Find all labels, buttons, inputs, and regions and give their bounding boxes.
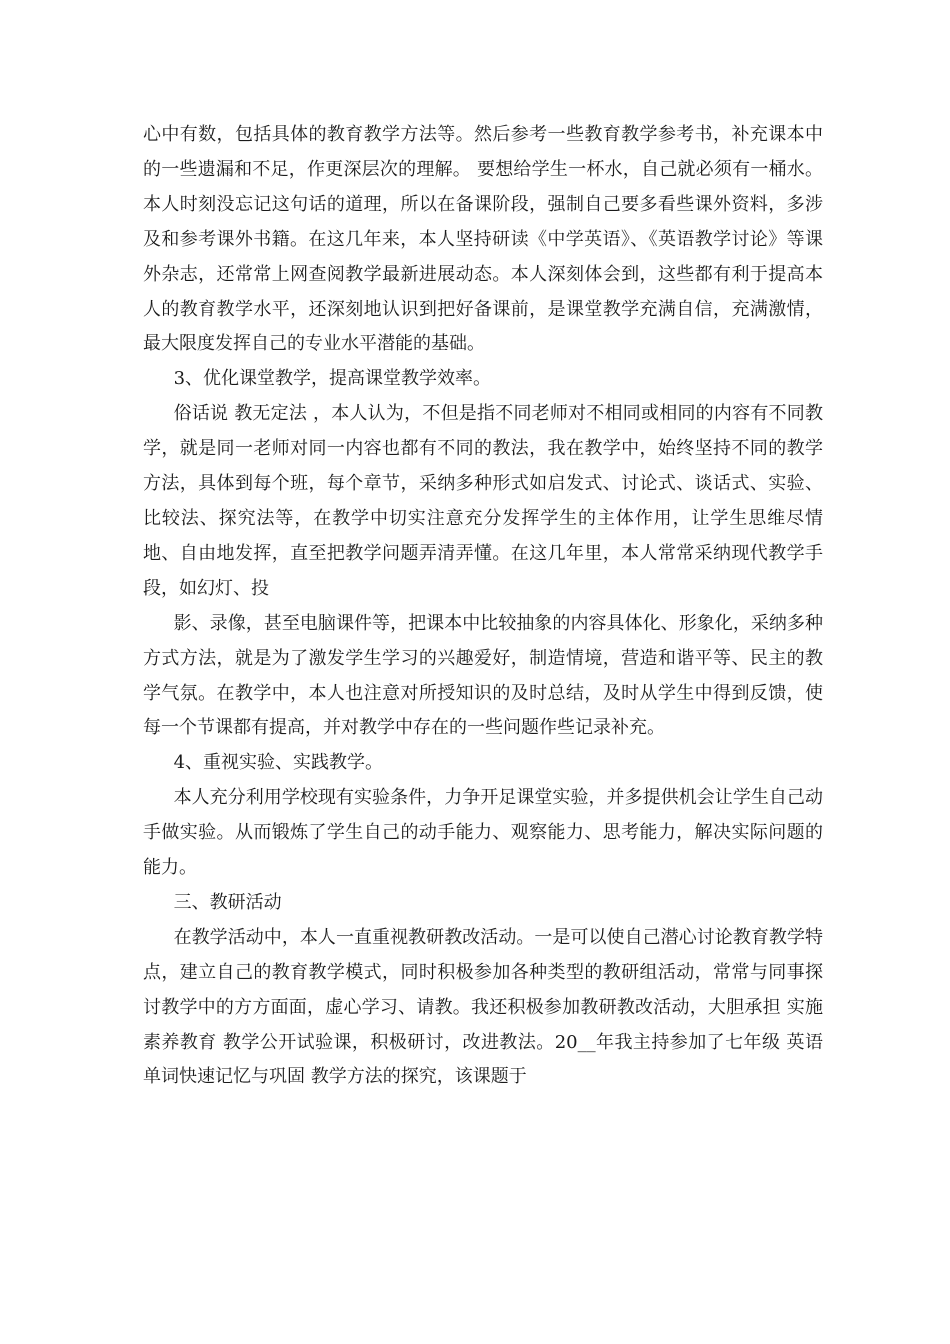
section-heading-experiment-teaching: 4、重视实验、实践教学。 — [173, 752, 384, 774]
paragraph-experiments: 本人充分利用学校现有实验条件，力争开足课堂实验，并多提供机会让学生自己动手做实验。从而锻炼了学生自己的动手能力、观察能力、思考能力，解决实际问题的能力。 — [143, 787, 823, 879]
document-body — [143, 118, 823, 1095]
paragraph-research-activities: 在教学活动中，本人一直重视教研教改活动。一是可以使自己潜心讨论教育教学特点，建立自己的教育教学模式，同时积极参加各种类型的教研组活动，常常与同事探讨教学中的方方面面，虚心学习、请教。我还积极参加教研教改活动，大胆承担 实施素养教育 教学公开试验课，积极研讨，改进教法。20__年我主持参加了七年级 英语单词快速记忆与巩固 教学方法的探究，该课题于 — [143, 926, 823, 1088]
paragraph-teaching-methods: 俗话说 教无定法 ，本人认为，不但是指不同老师对不相同或相同的内容有不同教学，就是同一老师对同一内容也都有不同的教法，我在教学中，始终坚持不同的教学方法，具体到每个班，每个章节，采纳多种形式如启发式、讨论式、谈话式、实验、比较法、探究法等，在教学中切实注意充分发挥学生的主体作用，让学生思维尽情地、自由地发挥，直至把教学问题弄清弄懂。在这几年里，本人常常采纳现代教学手段，如幻灯、投 — [143, 403, 823, 599]
paragraph-lesson-preparation: 心中有数，包括具体的教育教学方法等。然后参考一些教育教学参考书，补充课本中的一些遗漏和不足，作更深层次的理解。 要想给学生一杯水，自己就必须有一桶水。 本人时刻没忘记这句话的道理，所以在备课阶段，强制自己要多看些课外资料，多涉及和参考课外书籍。在这几年来，本人坚持研读《中学英语》、《英语教学讨论》等课外杂志，还常常上网查阅教学最新进展动态。本人深刻体会到，这些都有利于提高本人的教育教学水平，还深刻地认识到把好备课前，是课堂教学充满自信，充满激情，最大限度发挥自己的专业水平潜能的基础。 — [143, 124, 823, 355]
section-heading-research-activities: 三、教研活动 — [173, 891, 282, 913]
section-heading-optimize-teaching: 3、优化课堂教学，提高课堂教学效率。 — [173, 368, 492, 390]
paragraph-multimedia-teaching: 影、录像，甚至电脑课件等，把课本中比较抽象的内容具体化、形象化，采纳多种方式方法，就是为了激发学生学习的兴趣爱好，制造情境，营造和谐平等、民主的教学气氛。在教学中，本人也注意对所授知识的及时总结，及时从学生中得到反馈，使每一个节课都有提高，并对教学中存在的一些问题作些记录补充。 — [143, 612, 823, 739]
